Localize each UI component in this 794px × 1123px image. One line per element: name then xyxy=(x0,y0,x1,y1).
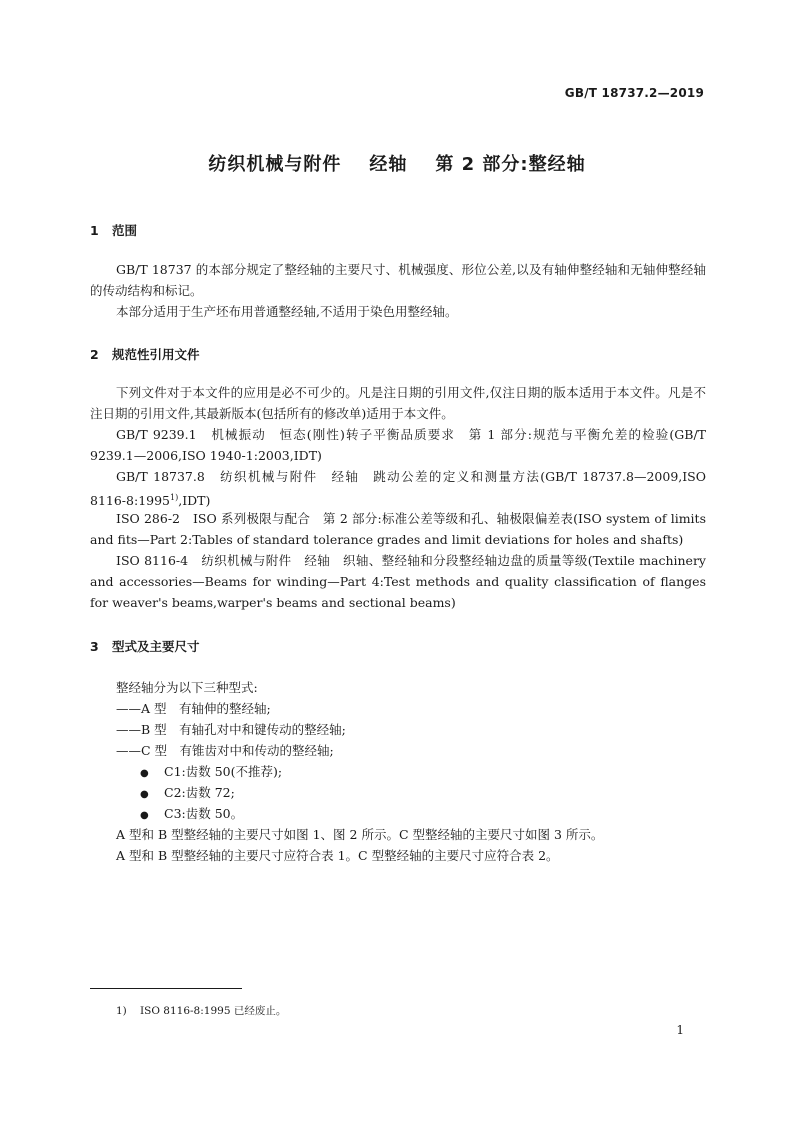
section-title: 范围 xyxy=(112,223,138,238)
footnote-ref: 1) xyxy=(170,493,179,502)
document-title xyxy=(0,150,794,176)
type-b-item: ——B 型 有轴孔对中和键传动的整经轴; xyxy=(116,722,346,737)
type-c1-item xyxy=(140,761,282,784)
reference-3: ISO 286-2 ISO 系列极限与配合 第 2 部分:标准公差等级和孔、轴极限偏差表(ISO system of limits and fits—Part 2:Tables of standard tolerance grades and limit deviations for holes and shafts) xyxy=(90,511,706,547)
reference-1: GB/T 9239.1 机械振动 恒态(刚性)转子平衡品质要求 第 1 部分:规范与平衡允差的检验(GB/T 9239.1—2006,ISO 1940-1:2003,IDT) xyxy=(90,427,706,463)
scope-paragraph-1: GB/T 18737 的本部分规定了整经轴的主要尺寸、机械强度、形位公差,以及有轴伸整经轴和无轴伸整经轴的传动结构和标记。 xyxy=(90,262,706,298)
bullet-icon: ● xyxy=(140,810,149,821)
type-c-item: ——C 型 有锥齿对中和传动的整经轴; xyxy=(116,743,334,758)
title-part-2: 经轴 xyxy=(369,154,408,175)
reference-2 xyxy=(90,466,706,511)
title-part-1: 纺织机械与附件 xyxy=(208,154,342,175)
section-3-heading xyxy=(90,637,200,655)
type-c1-text: C1:齿数 50(不推荐); xyxy=(164,764,283,779)
reference-4: ISO 8116-4 纺织机械与附件 经轴 织轴、整经轴和分段整经轴边盘的质量等级(Textile machinery and accessories—Beams for winding—Part 4:Test methods and quality classification of flanges for weaver's beams,warper's beams and sectional beams) xyxy=(90,553,706,610)
dimensions-table-note: A 型和 B 型整经轴的主要尺寸应符合表 1。C 型整经轴的主要尺寸应符合表 2。 xyxy=(116,848,559,863)
section-number: 3 xyxy=(90,639,99,654)
scope-paragraph-2: 本部分适用于生产坯布用普通整经轴,不适用于染色用整经轴。 xyxy=(116,304,458,319)
section-title: 型式及主要尺寸 xyxy=(112,639,200,654)
type-c2-item xyxy=(140,782,235,805)
footnote-mark: 1) xyxy=(116,1005,127,1017)
footnote xyxy=(116,1003,286,1018)
type-a-item: ——A 型 有轴伸的整经轴; xyxy=(116,701,271,716)
dimensions-figure-note: A 型和 B 型整经轴的主要尺寸如图 1、图 2 所示。C 型整经轴的主要尺寸如图 3 所示。 xyxy=(116,827,604,842)
types-intro: 整经轴分为以下三种型式: xyxy=(116,680,258,695)
section-1-heading xyxy=(90,221,137,239)
reference-2-text: GB/T 18737.8 纺织机械与附件 经轴 跳动公差的定义和测量方法(GB/T 18737.8—2009,ISO 8116-8:1995 xyxy=(90,469,706,509)
bullet-icon: ● xyxy=(140,789,149,800)
section-number: 1 xyxy=(90,223,99,238)
type-c3-text: C3:齿数 50。 xyxy=(164,806,244,821)
footnote-text: ISO 8116-8:1995 已经废止。 xyxy=(140,1005,287,1017)
type-c3-item xyxy=(140,803,243,826)
standard-code: GB/T 18737.2—2019 xyxy=(564,86,704,100)
type-c2-text: C2:齿数 72; xyxy=(164,785,235,800)
title-part-3: 第 2 部分:整经轴 xyxy=(435,154,586,175)
section-number: 2 xyxy=(90,347,99,362)
section-2-heading xyxy=(90,345,200,363)
bullet-icon: ● xyxy=(140,768,149,779)
reference-2-tail: ,IDT) xyxy=(178,493,211,509)
footnote-divider xyxy=(90,988,242,989)
page-number: 1 xyxy=(676,1023,684,1037)
section-title: 规范性引用文件 xyxy=(112,347,200,362)
references-intro: 下列文件对于本文件的应用是必不可少的。凡是注日期的引用文件,仅注日期的版本适用于本文件。凡是不注日期的引用文件,其最新版本(包括所有的修改单)适用于本文件。 xyxy=(90,385,706,421)
